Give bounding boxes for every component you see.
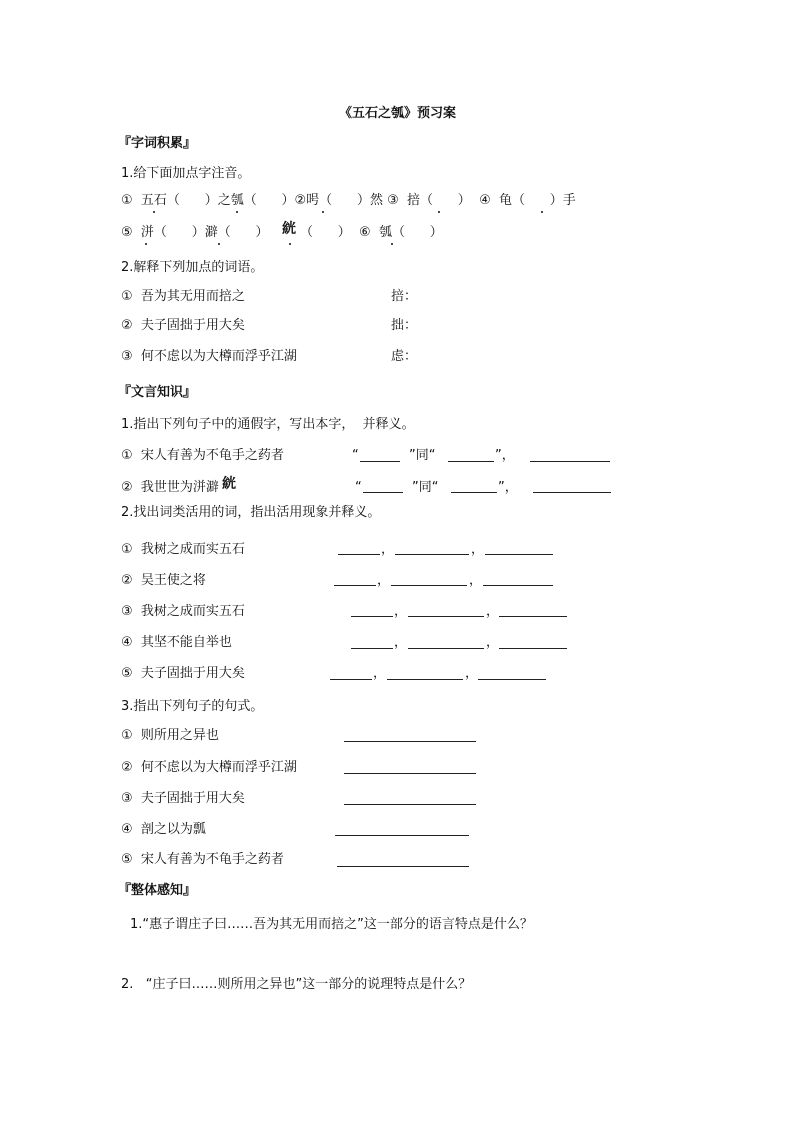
answer-blank[interactable] (330, 679, 372, 680)
emphasis-dot (289, 243, 291, 245)
q1-pinyin-line2-rest: （ ） ⑥ 瓠（ ） (300, 225, 443, 240)
answer-blank[interactable] (344, 773, 476, 774)
answer-blank[interactable] (483, 585, 553, 586)
emphasis-dot (322, 211, 324, 213)
rare-char: 絖 (282, 221, 296, 237)
answer-blank[interactable] (485, 554, 553, 555)
tj-item-1: ① 宋人有善为不龟手之药者 (121, 448, 284, 463)
sx-item-4: ④ 剖之以为瓢 (121, 822, 206, 837)
answer-blank[interactable] (530, 461, 610, 462)
tj-open-quote: “ (355, 480, 362, 495)
section-header-vocab: 『字词积累』 (118, 136, 197, 151)
answer-blank[interactable] (451, 492, 497, 493)
answer-blank[interactable] (344, 804, 476, 805)
cl-item-3: ③ 我树之成而实五石 (121, 604, 245, 619)
sx-item-1: ① 则所用之异也 (121, 728, 219, 743)
sx-item-3: ③ 夫子固拙于用大矣 (121, 791, 245, 806)
answer-blank[interactable] (533, 492, 611, 493)
emphasis-dot (145, 243, 147, 245)
emphasis-dot (438, 211, 440, 213)
emphasis-dot (541, 211, 543, 213)
tj-same-as: ”同“ (409, 448, 436, 463)
answer-blank[interactable] (408, 616, 484, 617)
section-header-overall: 『整体感知』 (118, 883, 197, 898)
q2-word-1: 掊： (391, 289, 418, 304)
cl-item-4: ④ 其坚不能自举也 (121, 635, 232, 650)
answer-blank[interactable] (448, 461, 494, 462)
comma: ， (394, 635, 408, 650)
q2-prompt: 2.解释下列加点的词语。 (121, 260, 264, 275)
comma: ， (469, 573, 483, 588)
overall-question-1: 1.“惠子谓庄子曰……吾为其无用而掊之”这一部分的语言特点是什么？ (130, 917, 533, 932)
comma: ， (471, 542, 485, 557)
answer-blank[interactable] (363, 492, 403, 493)
q2-word-3: 虑： (391, 349, 418, 364)
tj-item-2: ② 我世世为洴澼 (121, 480, 219, 495)
answer-blank[interactable] (344, 741, 476, 742)
q2-item-2: ② 夫子固拙于用大矣 (121, 318, 245, 333)
comma: ， (486, 604, 500, 619)
answer-blank[interactable] (499, 648, 567, 649)
answer-blank[interactable] (478, 679, 546, 680)
answer-blank[interactable] (335, 835, 469, 836)
sx-prompt: 3.指出下列句子的句式。 (121, 699, 264, 714)
comma: ， (377, 573, 391, 588)
cl-prompt: 2.找出词类活用的词，指出活用现象并释义。 (121, 505, 381, 520)
q2-word-2: 拙： (391, 318, 418, 333)
answer-blank[interactable] (351, 648, 393, 649)
emphasis-dot (236, 211, 238, 213)
answer-blank[interactable] (337, 866, 469, 867)
emphasis-dot (153, 211, 155, 213)
answer-blank[interactable] (499, 616, 567, 617)
page-title: 《五石之瓠》预习案 (339, 106, 457, 121)
cl-item-2: ② 吴王使之将 (121, 573, 206, 588)
q1-prompt: 1.给下面加点字注音。 (121, 166, 251, 181)
comma: ， (394, 604, 408, 619)
answer-blank[interactable] (360, 461, 400, 462)
section-header-classical: 『文言知识』 (118, 385, 197, 400)
tj-open-quote: “ (352, 448, 359, 463)
cl-item-1: ① 我树之成而实五石 (121, 542, 245, 557)
q2-item-3: ③ 何不虑以为大樽而浮乎江湖 (121, 349, 297, 364)
sx-item-2: ② 何不虑以为大樽而浮乎江湖 (121, 760, 297, 775)
comma: ， (381, 542, 395, 557)
sx-item-5: ⑤ 宋人有善为不龟手之药者 (121, 852, 284, 867)
overall-question-2: 2. “庄子曰……则所用之异也”这一部分的说理特点是什么？ (121, 977, 472, 992)
answer-blank[interactable] (338, 554, 380, 555)
emphasis-dot (391, 243, 393, 245)
q1-pinyin-line1: ① 五石（ ）之瓠（ ）②呺（ ）然 ③ 掊（ ） ④ 龟（ ）手 (121, 193, 576, 208)
emphasis-dot (218, 243, 220, 245)
tj-prompt: 1.指出下列句子中的通假字，写出本字， 并释义。 (121, 417, 415, 432)
comma: ， (465, 666, 479, 681)
q2-item-1: ① 吾为其无用而掊之 (121, 289, 245, 304)
cl-item-5: ⑤ 夫子固拙于用大矣 (121, 666, 245, 681)
comma: ， (486, 635, 500, 650)
tj-close-quote: ”， (498, 480, 518, 495)
answer-blank[interactable] (334, 585, 376, 586)
q1-pinyin-line2: ⑤ 洴（ ）澼（ ） (121, 225, 269, 240)
comma: ， (373, 666, 387, 681)
answer-blank[interactable] (387, 679, 463, 680)
answer-blank[interactable] (395, 554, 469, 555)
tj-close-quote: ”， (495, 448, 515, 463)
tj-same-as: ”同“ (412, 480, 439, 495)
rare-char: 絖 (222, 476, 236, 492)
answer-blank[interactable] (351, 616, 393, 617)
answer-blank[interactable] (391, 585, 467, 586)
answer-blank[interactable] (408, 648, 484, 649)
